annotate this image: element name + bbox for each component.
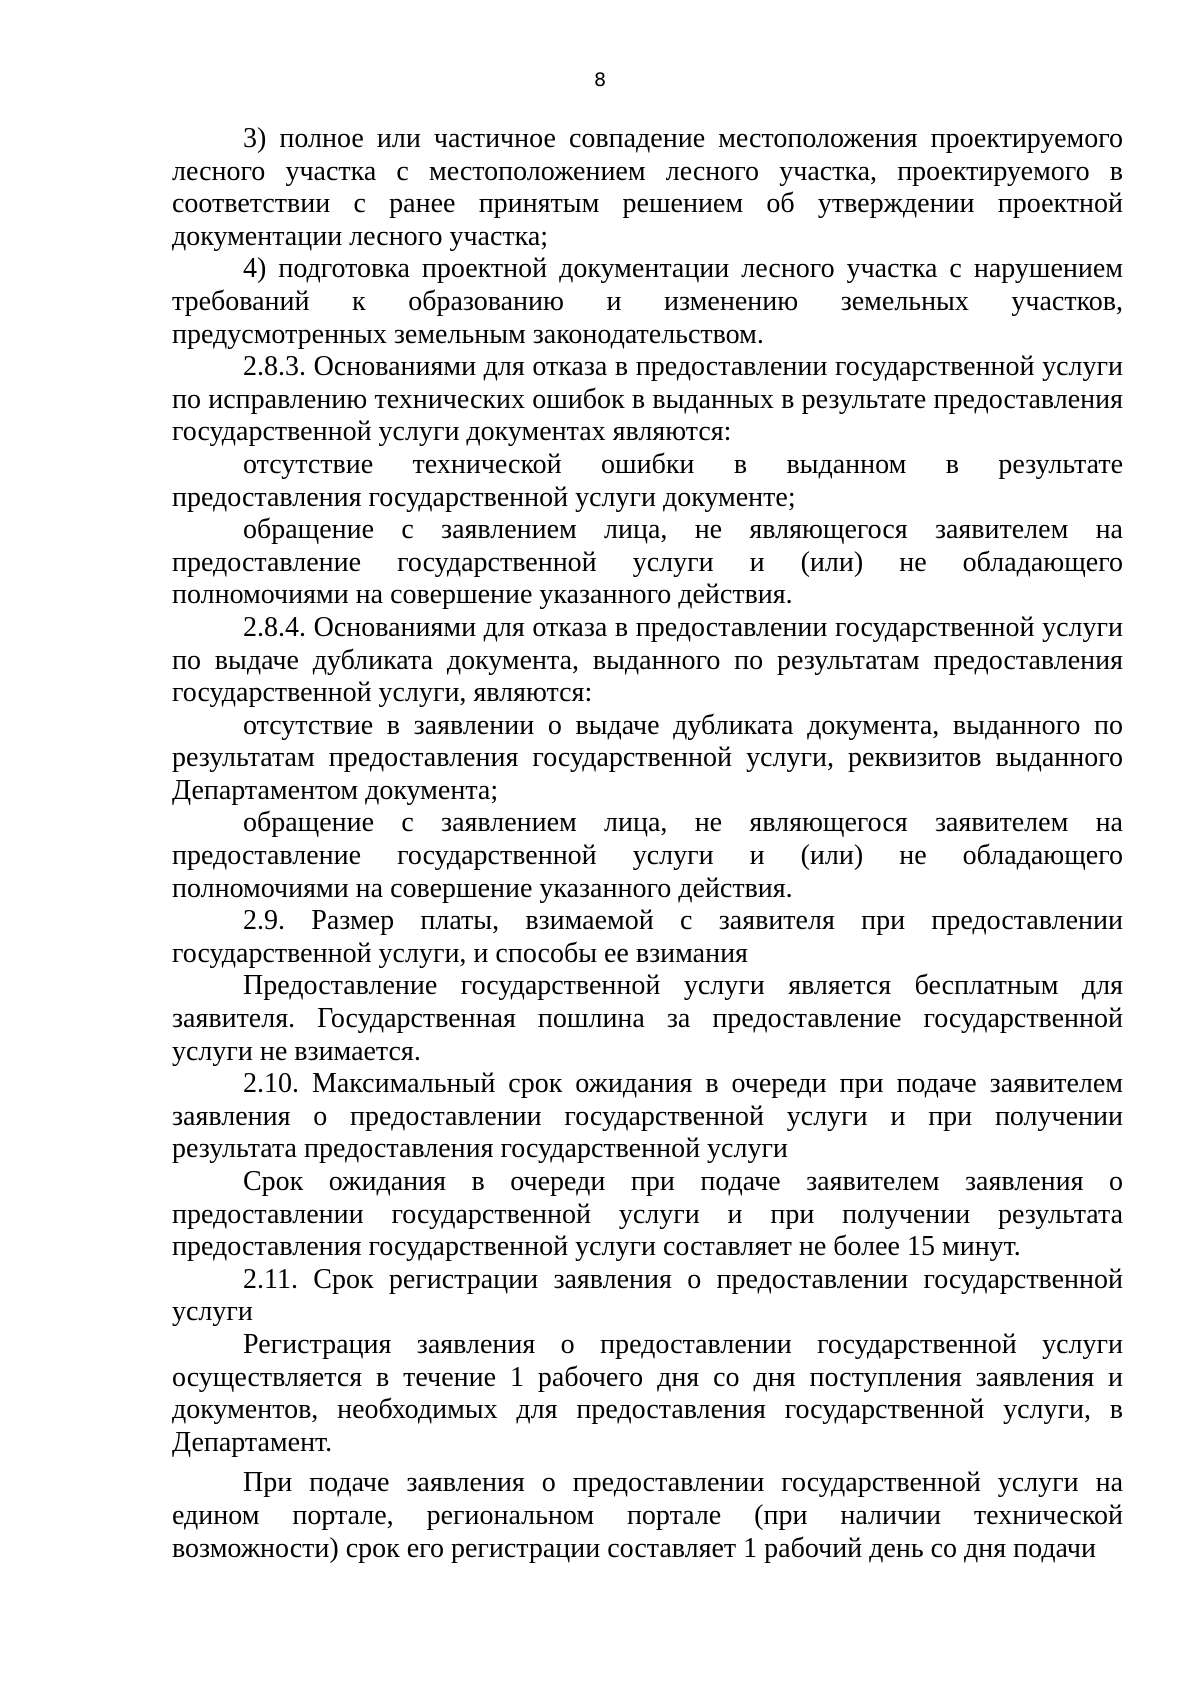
paragraph-2-8-4-heading: 2.8.4. Основаниями для отказа в предоставлении государственной услуги по выдаче дубликата документа, выданного по результатам предоставления государственной услуги, являются:: [172, 611, 1123, 709]
paragraph-2-10-heading: 2.10. Максимальный срок ожидания в очереди при подаче заявителем заявления о предоставлении государственной услуги и при получении результата предоставления государственной услуги: [172, 1068, 1123, 1165]
paragraph-2-11-heading: 2.11. Срок регистрации заявления о предоставлении государственной услуги: [172, 1263, 1123, 1328]
paragraph-queue-time: Срок ожидания в очереди при подаче заявителем заявления о предоставлении государственной услуги и при получении результата предоставления государственной услуги составляет не более 15 минут.: [172, 1166, 1123, 1263]
paragraph-portal-registration: При подаче заявления о предоставлении государственной услуги на едином портале, региональном портале (при наличии технической возможности) срок его регистрации составляет 1 рабочий день со дня подачи: [172, 1467, 1123, 1564]
paragraph-2-9-heading: 2.9. Размер платы, взимаемой с заявителя при предоставлении государственной услуги, и способы ее взимания: [172, 905, 1123, 969]
paragraph-2-8-3-heading: 2.8.3. Основаниями для отказа в предоставлении государственной услуги по исправлению технических ошибок в выданных в результате предоставления государственной услуги документах являются:: [172, 351, 1123, 448]
paragraph-item-3-location-overlap: 3) полное или частичное совпадение местоположения проектируемого лесного участка с местоположением лесного участка, проектируемого в соответствии с ранее принятым решением об утверждении проектной документации лесного участка;: [172, 123, 1123, 252]
paragraph-registration-term: Регистрация заявления о предоставлении государственной услуги осуществляется в течение 1 рабочего дня со дня поступления заявления и документов, необходимых для предоставления государственной услуги, в Департамент.: [172, 1328, 1123, 1458]
paragraph-item-4-land-requirements: 4) подготовка проектной документации лесного участка с нарушением требований к образованию и изменению земельных участков, предусмотренных земельным законодательством.: [172, 253, 1123, 350]
paragraph-non-applicant-request: обращение с заявлением лица, не являющегося заявителем на предоставление государственной услуги и (или) не обладающего полномочиями на совершение указанного действия.: [172, 514, 1123, 611]
paragraph-free-of-charge: Предоставление государственной услуги является бесплатным для заявителя. Государственная пошлина за предоставление государственной услуги не взимается.: [172, 970, 1123, 1067]
paragraph-non-applicant-request-duplicate: обращение с заявлением лица, не являющегося заявителем на предоставление государственной услуги и (или) не обладающего полномочиями на совершение указанного действия.: [172, 807, 1123, 904]
document-body: [172, 123, 1123, 1565]
paragraph-missing-requisites: отсутствие в заявлении о выдаче дубликата документа, выданного по результатам предоставления государственной услуги, реквизитов выданного Департаментом документа;: [172, 709, 1123, 806]
paragraph-no-technical-error: отсутствие технической ошибки в выданном в результате предоставления государственной услуги документе;: [172, 448, 1123, 513]
page-number: 8: [593, 69, 607, 91]
